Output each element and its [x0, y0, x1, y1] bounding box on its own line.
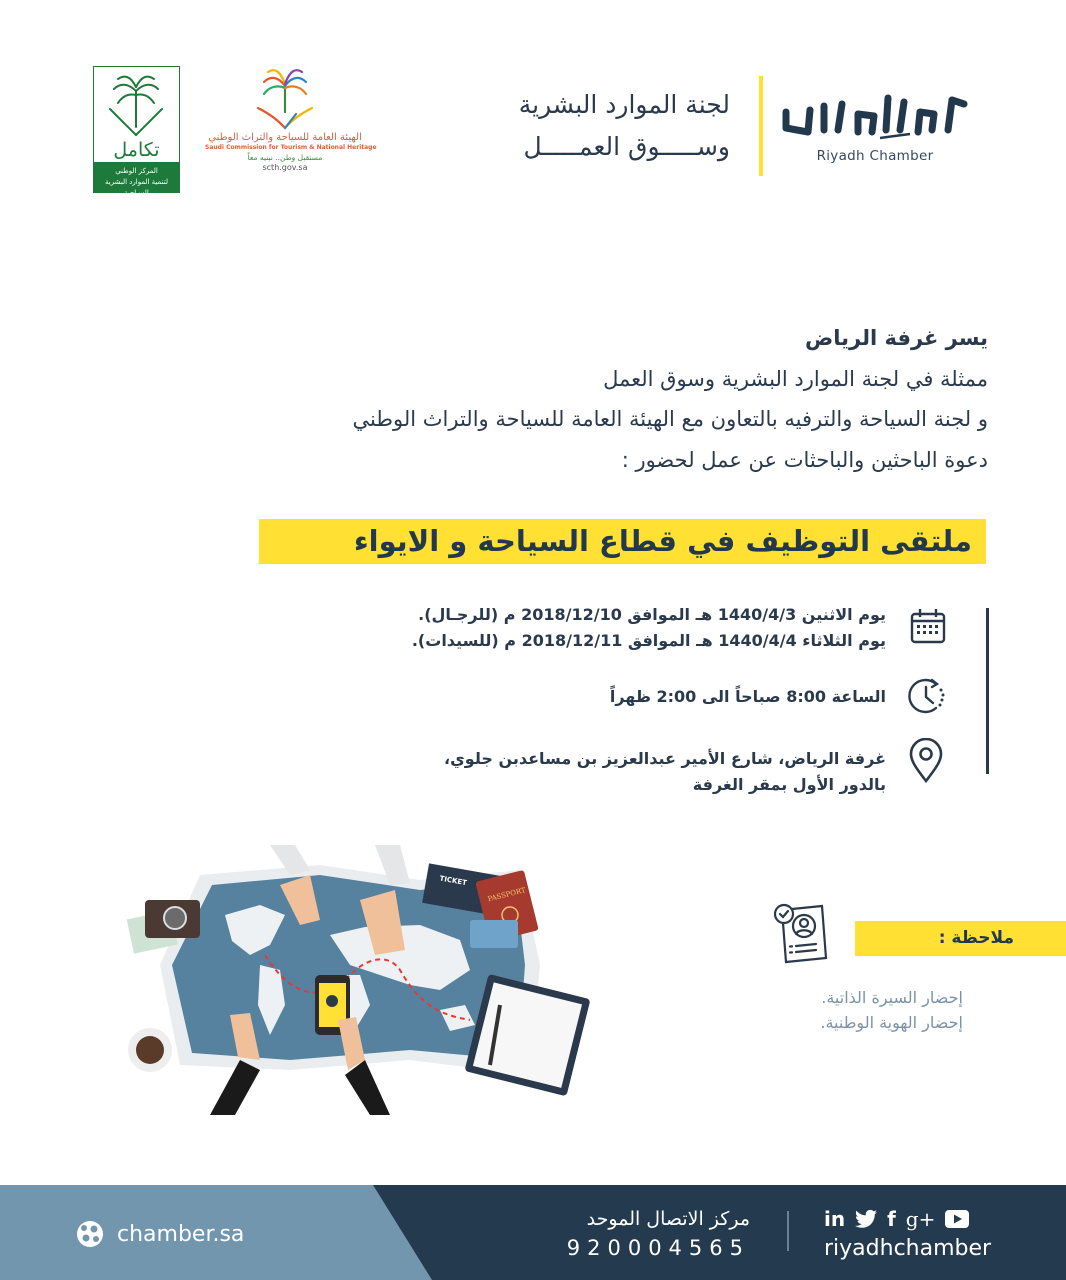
takamol-band-line-1: المركز الوطني: [115, 167, 158, 175]
travel-illustration: [120, 845, 590, 1115]
takamol-band-line-2: لتنمية الموارد البشرية السياحية: [105, 178, 168, 197]
intro-line-4: دعوة الباحثين والباحثات عن عمل لحضور :: [621, 447, 988, 472]
note-label: ملاحظة :: [855, 921, 1066, 956]
twitter-icon[interactable]: [855, 1209, 877, 1229]
social-links: [824, 1205, 999, 1265]
calendar-icon: [908, 606, 948, 646]
scth-website: scth.gov.sa: [262, 163, 308, 172]
scth-slogan: مستقبل وطن.. نبنيه معاً: [247, 153, 323, 162]
note-items: [820, 985, 963, 1035]
event-location: [444, 746, 886, 798]
takamol-word: تكامل: [113, 139, 160, 161]
intro-text: [188, 318, 988, 480]
footer-divider: [787, 1211, 789, 1251]
linkedin-icon[interactable]: in: [824, 1207, 846, 1231]
svg-text:TICKET: TICKET: [438, 874, 468, 888]
committee-title: [519, 84, 730, 168]
contact-number[interactable]: 920004565: [566, 1236, 750, 1260]
date-men: يوم الاثنين 1440/4/3 هـ الموافق 2018/12/10 م (للرجـال).: [418, 605, 886, 624]
globe-network-icon: [75, 1219, 105, 1249]
scth-english-name: Saudi Commission for Tourism & National Heritage: [205, 144, 377, 151]
takamol-band: [94, 162, 179, 197]
details-divider: [986, 608, 989, 774]
location-pin-icon: [906, 738, 946, 778]
palm-emblem-icon: [250, 64, 320, 132]
committee-line-1: لجنة الموارد البشرية: [518, 90, 730, 119]
contact-center: [567, 1205, 750, 1263]
google-plus-icon[interactable]: g+: [905, 1207, 936, 1231]
note-item-id: إحضار الهوية الوطنية.: [820, 1013, 963, 1032]
svg-text:PASSPORT: PASSPORT: [486, 886, 527, 904]
facebook-icon[interactable]: f: [887, 1207, 896, 1231]
location-line-2: بالدور الأول بمقر الغرفة: [692, 775, 886, 794]
location-line-1: غرفة الرياض، شارع الأمير عبدالعزيز بن مساعدبن جلوي،: [444, 749, 886, 768]
website-text: chamber.sa: [117, 1221, 245, 1247]
riyadh-chamber-english-name: Riyadh Chamber: [816, 148, 934, 164]
intro-line-1: يسر غرفة الرياض: [804, 326, 988, 350]
event-time: الساعة 8:00 صباحاً الى 2:00 ظهراً: [609, 687, 886, 706]
header-divider: [759, 76, 763, 176]
resume-document-icon: [770, 902, 830, 964]
takamol-logo: [93, 66, 180, 197]
event-dates: [412, 602, 886, 654]
riyadh-chamber-wordmark-icon: [780, 80, 970, 140]
committee-line-2: وســـــوق العمـــــل: [523, 132, 730, 161]
footer: [0, 1185, 1066, 1280]
riyadh-chamber-logo: [780, 80, 970, 170]
palm-swords-icon: [94, 69, 179, 141]
date-women: يوم الثلاثاء 1440/4/4 هـ الموافق 2018/12/11 م (للسيدات).: [411, 631, 886, 650]
contact-label: مركز الاتصال الموحد: [586, 1208, 750, 1230]
scth-arabic-name: الهيئة العامة للسياحة والتراث الوطني: [208, 132, 362, 143]
intro-line-3: و لجنة السياحة والترفيه بالتعاون مع الهيئة العامة للسياحة والتراث الوطني: [352, 407, 988, 431]
intro-line-2: ممثلة في لجنة الموارد البشرية وسوق العمل: [603, 366, 988, 391]
website-link[interactable]: [75, 1219, 244, 1249]
event-title: ملتقى التوظيف في قطاع السياحة و الايواء: [259, 519, 986, 564]
note-item-cv: إحضار السيرة الذاتية.: [821, 988, 963, 1007]
social-handle[interactable]: riyadhchamber: [824, 1236, 992, 1261]
scth-logo: [205, 64, 377, 194]
clock-icon: [906, 676, 946, 716]
youtube-icon[interactable]: [945, 1210, 969, 1228]
